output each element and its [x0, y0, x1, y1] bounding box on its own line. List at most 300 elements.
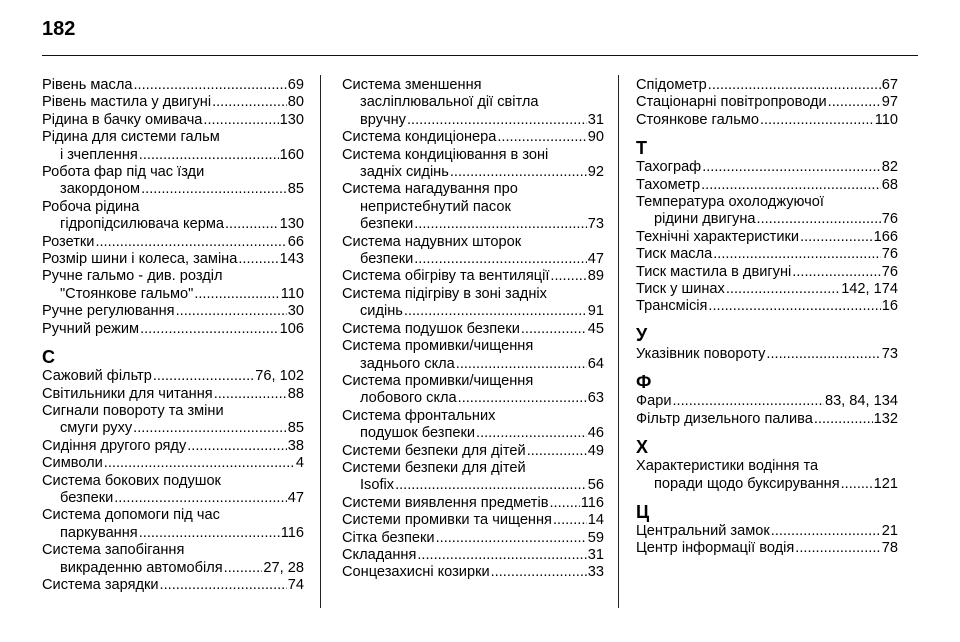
index-term: Система надувних шторок [342, 233, 522, 250]
letter-heading: Т [636, 138, 647, 159]
index-term: рідини двигуна [654, 211, 756, 228]
dot-leader [104, 455, 295, 472]
index-entry [342, 512, 604, 529]
index-entry-line [636, 458, 898, 475]
index-entry-line [342, 408, 604, 425]
index-entry-line [342, 286, 604, 303]
page-reference: 14 [587, 512, 604, 529]
index-entry [636, 159, 898, 176]
index-term: безпеки [360, 251, 414, 268]
index-entry-line [636, 523, 898, 540]
dot-leader [456, 356, 587, 373]
index-entry [42, 507, 304, 542]
index-term: паркування [60, 524, 138, 541]
dot-leader [133, 77, 286, 94]
dot-leader [800, 229, 873, 246]
index-term: Система фронтальних [342, 407, 496, 424]
page-reference: 63 [587, 390, 604, 407]
index-term: Сонцезахисні козирки [342, 564, 490, 581]
index-entry-continuation [42, 147, 304, 164]
index-entry-line [636, 77, 898, 94]
dot-leader [114, 490, 287, 507]
page-reference: 76 [881, 211, 898, 228]
index-entry-line [42, 403, 304, 420]
page-reference: 68 [881, 176, 898, 193]
index-term: Сидіння другого ряду [42, 437, 187, 454]
page-reference: 110 [280, 285, 304, 302]
index-entry-continuation [342, 216, 604, 233]
index-entry [342, 495, 604, 512]
index-entry-line [42, 455, 304, 472]
index-entry-continuation [42, 490, 304, 507]
index-entry-continuation [342, 94, 604, 111]
index-term: і зчеплення [60, 146, 138, 163]
index-term: Тиск у шинах [636, 281, 725, 298]
index-entry [342, 286, 604, 321]
page-reference: 49 [587, 442, 604, 459]
index-entry [342, 564, 604, 581]
index-entry [342, 547, 604, 564]
dot-leader [450, 164, 587, 181]
index-term: Системи безпеки для дітей [342, 459, 526, 476]
index-term: Система кондиціювання в зоні [342, 146, 549, 163]
dot-leader [203, 112, 278, 129]
page-reference: 76 [881, 246, 898, 263]
dot-leader [224, 560, 263, 577]
index-entry-continuation [636, 476, 898, 493]
page-reference: 21 [881, 522, 898, 539]
dot-leader [458, 390, 587, 407]
index-entry-line [636, 229, 898, 246]
page-reference: 85 [287, 181, 304, 198]
index-column-3 [636, 77, 898, 558]
index-entry-line [342, 495, 604, 512]
page-reference: 73 [587, 216, 604, 233]
index-entry [42, 112, 304, 129]
index-entry [342, 338, 604, 373]
dot-leader [521, 321, 587, 338]
index-entry-continuation [342, 425, 604, 442]
index-entry-line [42, 542, 304, 559]
dot-leader [141, 181, 287, 198]
index-entry [342, 443, 604, 460]
page-reference: 121 [873, 475, 898, 492]
index-entry-line [42, 507, 304, 524]
page-reference: 56 [587, 477, 604, 494]
index-entry-line [636, 393, 898, 410]
index-term: Isofix [360, 477, 395, 494]
index-entry [42, 164, 304, 199]
page-reference: 166 [873, 228, 898, 245]
index-term: лобового скла [360, 390, 457, 407]
index-term: Система промивки/чищення [342, 338, 534, 355]
index-term: засліплювальної дії світла [360, 94, 539, 111]
index-term: Центр інформації водія [636, 540, 795, 557]
index-entry [42, 473, 304, 508]
index-term: поради щодо буксирування [654, 475, 840, 492]
dot-leader [160, 577, 287, 594]
dot-leader [771, 523, 881, 540]
page-reference: 16 [881, 298, 898, 315]
index-entry-line [42, 77, 304, 94]
index-term: сидінь [360, 303, 403, 320]
index-entry [42, 129, 304, 164]
index-term: Температура охолоджуючої [636, 194, 824, 211]
index-entry-continuation [342, 251, 604, 268]
index-term: задніх сидінь [360, 164, 449, 181]
index-entry-continuation [342, 303, 604, 320]
index-term: Розмір шини і колеса, заміна [42, 251, 238, 268]
letter-heading: С [42, 347, 55, 368]
index-entry [342, 460, 604, 495]
dot-leader [726, 281, 840, 298]
page-reference: 88 [287, 385, 304, 402]
index-term: Рідина для системи гальм [42, 129, 220, 146]
page-reference: 47 [287, 489, 304, 506]
index-entry [636, 540, 898, 557]
index-entry-line [342, 338, 604, 355]
index-term: Трансмісія [636, 298, 708, 315]
dot-leader [814, 411, 873, 428]
page-reference: 59 [587, 529, 604, 546]
index-entry-line [342, 512, 604, 529]
page-reference: 67 [881, 77, 898, 93]
index-term: Тиск масла [636, 246, 713, 263]
index-entry-line [636, 346, 898, 363]
index-term: Тиск мастила в двигуні [636, 263, 792, 280]
page-reference: 64 [587, 355, 604, 372]
index-entry [636, 246, 898, 263]
page-reference: 116 [580, 494, 604, 511]
index-term: викраденню автомобіля [60, 559, 223, 576]
index-entry-continuation [42, 216, 304, 233]
index-term: Розетки [42, 233, 95, 250]
page-reference: 143 [279, 251, 304, 268]
index-entry-continuation [42, 420, 304, 437]
index-term: Система подушок безпеки [342, 320, 520, 337]
index-entry [636, 393, 898, 410]
index-entry [42, 199, 304, 234]
dot-leader [549, 495, 579, 512]
index-entry [342, 408, 604, 443]
page-reference: 31 [587, 546, 604, 563]
dot-leader [436, 530, 587, 547]
index-entry [342, 268, 604, 285]
page-reference: 160 [279, 146, 304, 163]
page-reference: 106 [279, 320, 304, 337]
index-entry [42, 368, 304, 385]
page-reference: 132 [873, 410, 898, 427]
index-term: безпеки [60, 489, 114, 506]
page-reference: 142, 174 [841, 281, 898, 298]
page-reference: 92 [587, 164, 604, 181]
dot-leader [140, 321, 279, 338]
page-reference: 73 [881, 345, 898, 362]
index-entry [42, 403, 304, 438]
dot-leader [414, 216, 587, 233]
page-reference: 4 [295, 455, 304, 472]
index-entry-line [42, 251, 304, 268]
index-entry-line [636, 194, 898, 211]
index-term: Система кондиціонера [342, 129, 497, 146]
index-entry [42, 303, 304, 320]
index-entry [42, 77, 304, 94]
index-entry-line [342, 268, 604, 285]
index-entry-continuation [42, 525, 304, 542]
index-term: Сигнали повороту та зміни [42, 402, 224, 419]
index-entry-line [42, 321, 304, 338]
index-term: "Стоянкове гальмо" [60, 285, 194, 302]
index-entry-line [42, 199, 304, 216]
index-entry [342, 234, 604, 269]
index-entry-line [42, 234, 304, 251]
dot-leader [417, 547, 586, 564]
header-rule [42, 55, 918, 56]
index-term: Ручний режим [42, 320, 140, 337]
index-entry [636, 177, 898, 194]
page-reference: 130 [279, 216, 304, 233]
letter-heading: У [636, 324, 648, 345]
index-entry [42, 234, 304, 251]
index-entry [42, 94, 304, 111]
index-term: Складання [342, 546, 417, 563]
index-entry [42, 577, 304, 594]
page-reference: 80 [287, 94, 304, 111]
index-term: Система бокових подушок [42, 472, 221, 489]
index-term: Технічні характеристики [636, 228, 800, 245]
dot-leader [497, 129, 586, 146]
index-term: безпеки [360, 216, 414, 233]
dot-leader [395, 477, 587, 494]
index-term: Рівень масла [42, 77, 133, 93]
index-term: Система допомоги під час [42, 507, 220, 524]
page-reference: 31 [587, 111, 604, 128]
index-term: Рівень мастила у двигуні [42, 94, 212, 111]
index-entry [636, 194, 898, 229]
index-entry-continuation [342, 477, 604, 494]
page-reference: 110 [874, 111, 898, 128]
page-reference: 38 [287, 437, 304, 454]
dot-leader [407, 112, 587, 129]
index-term: Ручне гальмо - див. розділ [42, 268, 223, 285]
page-reference: 30 [287, 303, 304, 320]
index-entry-line [342, 129, 604, 146]
index-term: Система підігріву в зоні задніх [342, 285, 547, 302]
index-entry [342, 321, 604, 338]
index-entry-line [42, 112, 304, 129]
dot-leader [828, 94, 881, 111]
index-term: Стоянкове гальмо [636, 111, 759, 128]
index-term: Рідина в бачку омивача [42, 111, 203, 128]
page-reference: 33 [587, 564, 604, 581]
index-term: заднього скла [360, 355, 455, 372]
index-entry-line [636, 411, 898, 428]
index-entry [636, 523, 898, 540]
index-entry-line [42, 129, 304, 146]
index-entry [42, 321, 304, 338]
page-reference: 76, 102 [255, 368, 304, 385]
dot-leader [841, 476, 873, 493]
index-entry-line [42, 386, 304, 403]
index-term: вручну [360, 111, 406, 128]
column-divider-2 [618, 75, 619, 608]
index-entry-line [342, 181, 604, 198]
dot-leader [708, 298, 880, 315]
dot-leader [176, 303, 287, 320]
dot-leader [527, 443, 587, 460]
index-entry-line [342, 147, 604, 164]
index-column-1 [42, 77, 304, 594]
page-reference: 91 [587, 303, 604, 320]
dot-leader [414, 251, 587, 268]
index-term: Ручне регулювання [42, 303, 175, 320]
index-entry-line [42, 268, 304, 285]
page-reference: 85 [287, 420, 304, 437]
page-reference: 66 [287, 233, 304, 250]
dot-leader [701, 177, 881, 194]
index-term: Символи [42, 455, 103, 472]
index-term: Центральний замок [636, 522, 770, 539]
index-entry [636, 94, 898, 111]
index-entry-continuation [342, 112, 604, 129]
dot-leader [491, 564, 587, 581]
index-entry [342, 373, 604, 408]
index-term: Сітка безпеки [342, 529, 435, 546]
dot-leader [766, 346, 880, 363]
index-term: Система зменшення [342, 77, 482, 93]
index-term: Системи виявлення предметів [342, 494, 549, 511]
dot-leader [713, 246, 881, 263]
letter-heading: Ц [636, 501, 650, 522]
index-term: Сажовий фільтр [42, 368, 152, 385]
index-entry [636, 281, 898, 298]
dot-leader [95, 234, 286, 251]
index-term: Система запобігання [42, 542, 185, 559]
index-entry-continuation [342, 164, 604, 181]
index-entry [342, 147, 604, 182]
index-entry [42, 268, 304, 303]
dot-leader [139, 525, 280, 542]
index-entry [42, 455, 304, 472]
letter-heading: Ф [636, 372, 652, 393]
index-entry-continuation [42, 181, 304, 198]
index-entry [42, 438, 304, 455]
index-term: непристебнутий пасок [360, 198, 511, 215]
index-term: Робоча рідина [42, 198, 140, 215]
dot-leader [702, 159, 881, 176]
page-reference: 47 [587, 251, 604, 268]
index-term: Системи промивки та чищення [342, 512, 552, 529]
index-entry-line [42, 303, 304, 320]
index-term: подушок безпеки [360, 425, 476, 442]
page-reference: 46 [587, 425, 604, 442]
index-entry-line [636, 159, 898, 176]
index-column-2 [342, 77, 604, 582]
index-entry-line [636, 94, 898, 111]
index-term: Фільтр дизельного палива [636, 410, 813, 427]
index-entry [342, 530, 604, 547]
index-entry-line [342, 460, 604, 477]
index-entry-line [342, 234, 604, 251]
index-entry-line [42, 94, 304, 111]
dot-leader [194, 286, 279, 303]
index-entry-line [42, 473, 304, 490]
page-reference: 89 [587, 268, 604, 285]
index-entry [636, 112, 898, 129]
page-number: 182 [42, 18, 76, 40]
page-reference: 90 [587, 129, 604, 146]
index-entry-line [636, 246, 898, 263]
index-entry-continuation [636, 211, 898, 228]
index-entry-line [42, 164, 304, 181]
index-entry [636, 411, 898, 428]
index-term: Фари [636, 393, 672, 410]
index-entry [636, 346, 898, 363]
index-entry-line [342, 547, 604, 564]
index-entry [342, 129, 604, 146]
index-entry-line [636, 177, 898, 194]
index-entry-continuation [42, 286, 304, 303]
index-term: Спідометр [636, 77, 707, 93]
index-entry [636, 229, 898, 246]
index-term: Система зарядки [42, 576, 159, 593]
letter-heading: Х [636, 437, 649, 458]
index-entry [636, 264, 898, 281]
index-entry-line [42, 577, 304, 594]
dot-leader [214, 386, 287, 403]
index-entry [636, 77, 898, 94]
index-term: Тахограф [636, 159, 702, 176]
index-entry-line [42, 438, 304, 455]
index-term: гідропідсилювача керма [60, 216, 224, 233]
index-entry-line [342, 564, 604, 581]
page-reference: 74 [287, 576, 304, 593]
index-term: Тахометр [636, 176, 701, 193]
dot-leader [153, 368, 254, 385]
page-reference: 83, 84, 134 [824, 393, 898, 410]
page-reference: 82 [881, 159, 898, 176]
index-entry-line [342, 373, 604, 390]
index-term: Система нагадування про [342, 181, 518, 198]
index-term: смуги руху [60, 420, 133, 437]
page-reference: 76 [881, 263, 898, 280]
index-entry [42, 542, 304, 577]
index-entry-line [636, 298, 898, 315]
index-term: закордоном [60, 181, 141, 198]
index-entry-continuation [42, 560, 304, 577]
index-entry [636, 298, 898, 315]
dot-leader [760, 112, 874, 129]
dot-leader [139, 147, 279, 164]
dot-leader [792, 264, 880, 281]
index-term: Указівник повороту [636, 345, 766, 362]
dot-leader [133, 420, 287, 437]
index-term: Характеристики водіння та [636, 458, 819, 475]
page-reference: 78 [881, 540, 898, 557]
index-entry-continuation [342, 390, 604, 407]
index-entry [636, 458, 898, 493]
index-entry-line [636, 281, 898, 298]
index-entry-line [636, 540, 898, 557]
index-term: Стаціонарні повітропроводи [636, 94, 827, 111]
index-term: Робота фар під час їзди [42, 164, 205, 181]
dot-leader [212, 94, 287, 111]
dot-leader [795, 540, 880, 557]
page-reference: 27, 28 [263, 559, 304, 576]
index-entry-continuation [342, 199, 604, 216]
index-entry [42, 386, 304, 403]
index-entry-line [636, 112, 898, 129]
